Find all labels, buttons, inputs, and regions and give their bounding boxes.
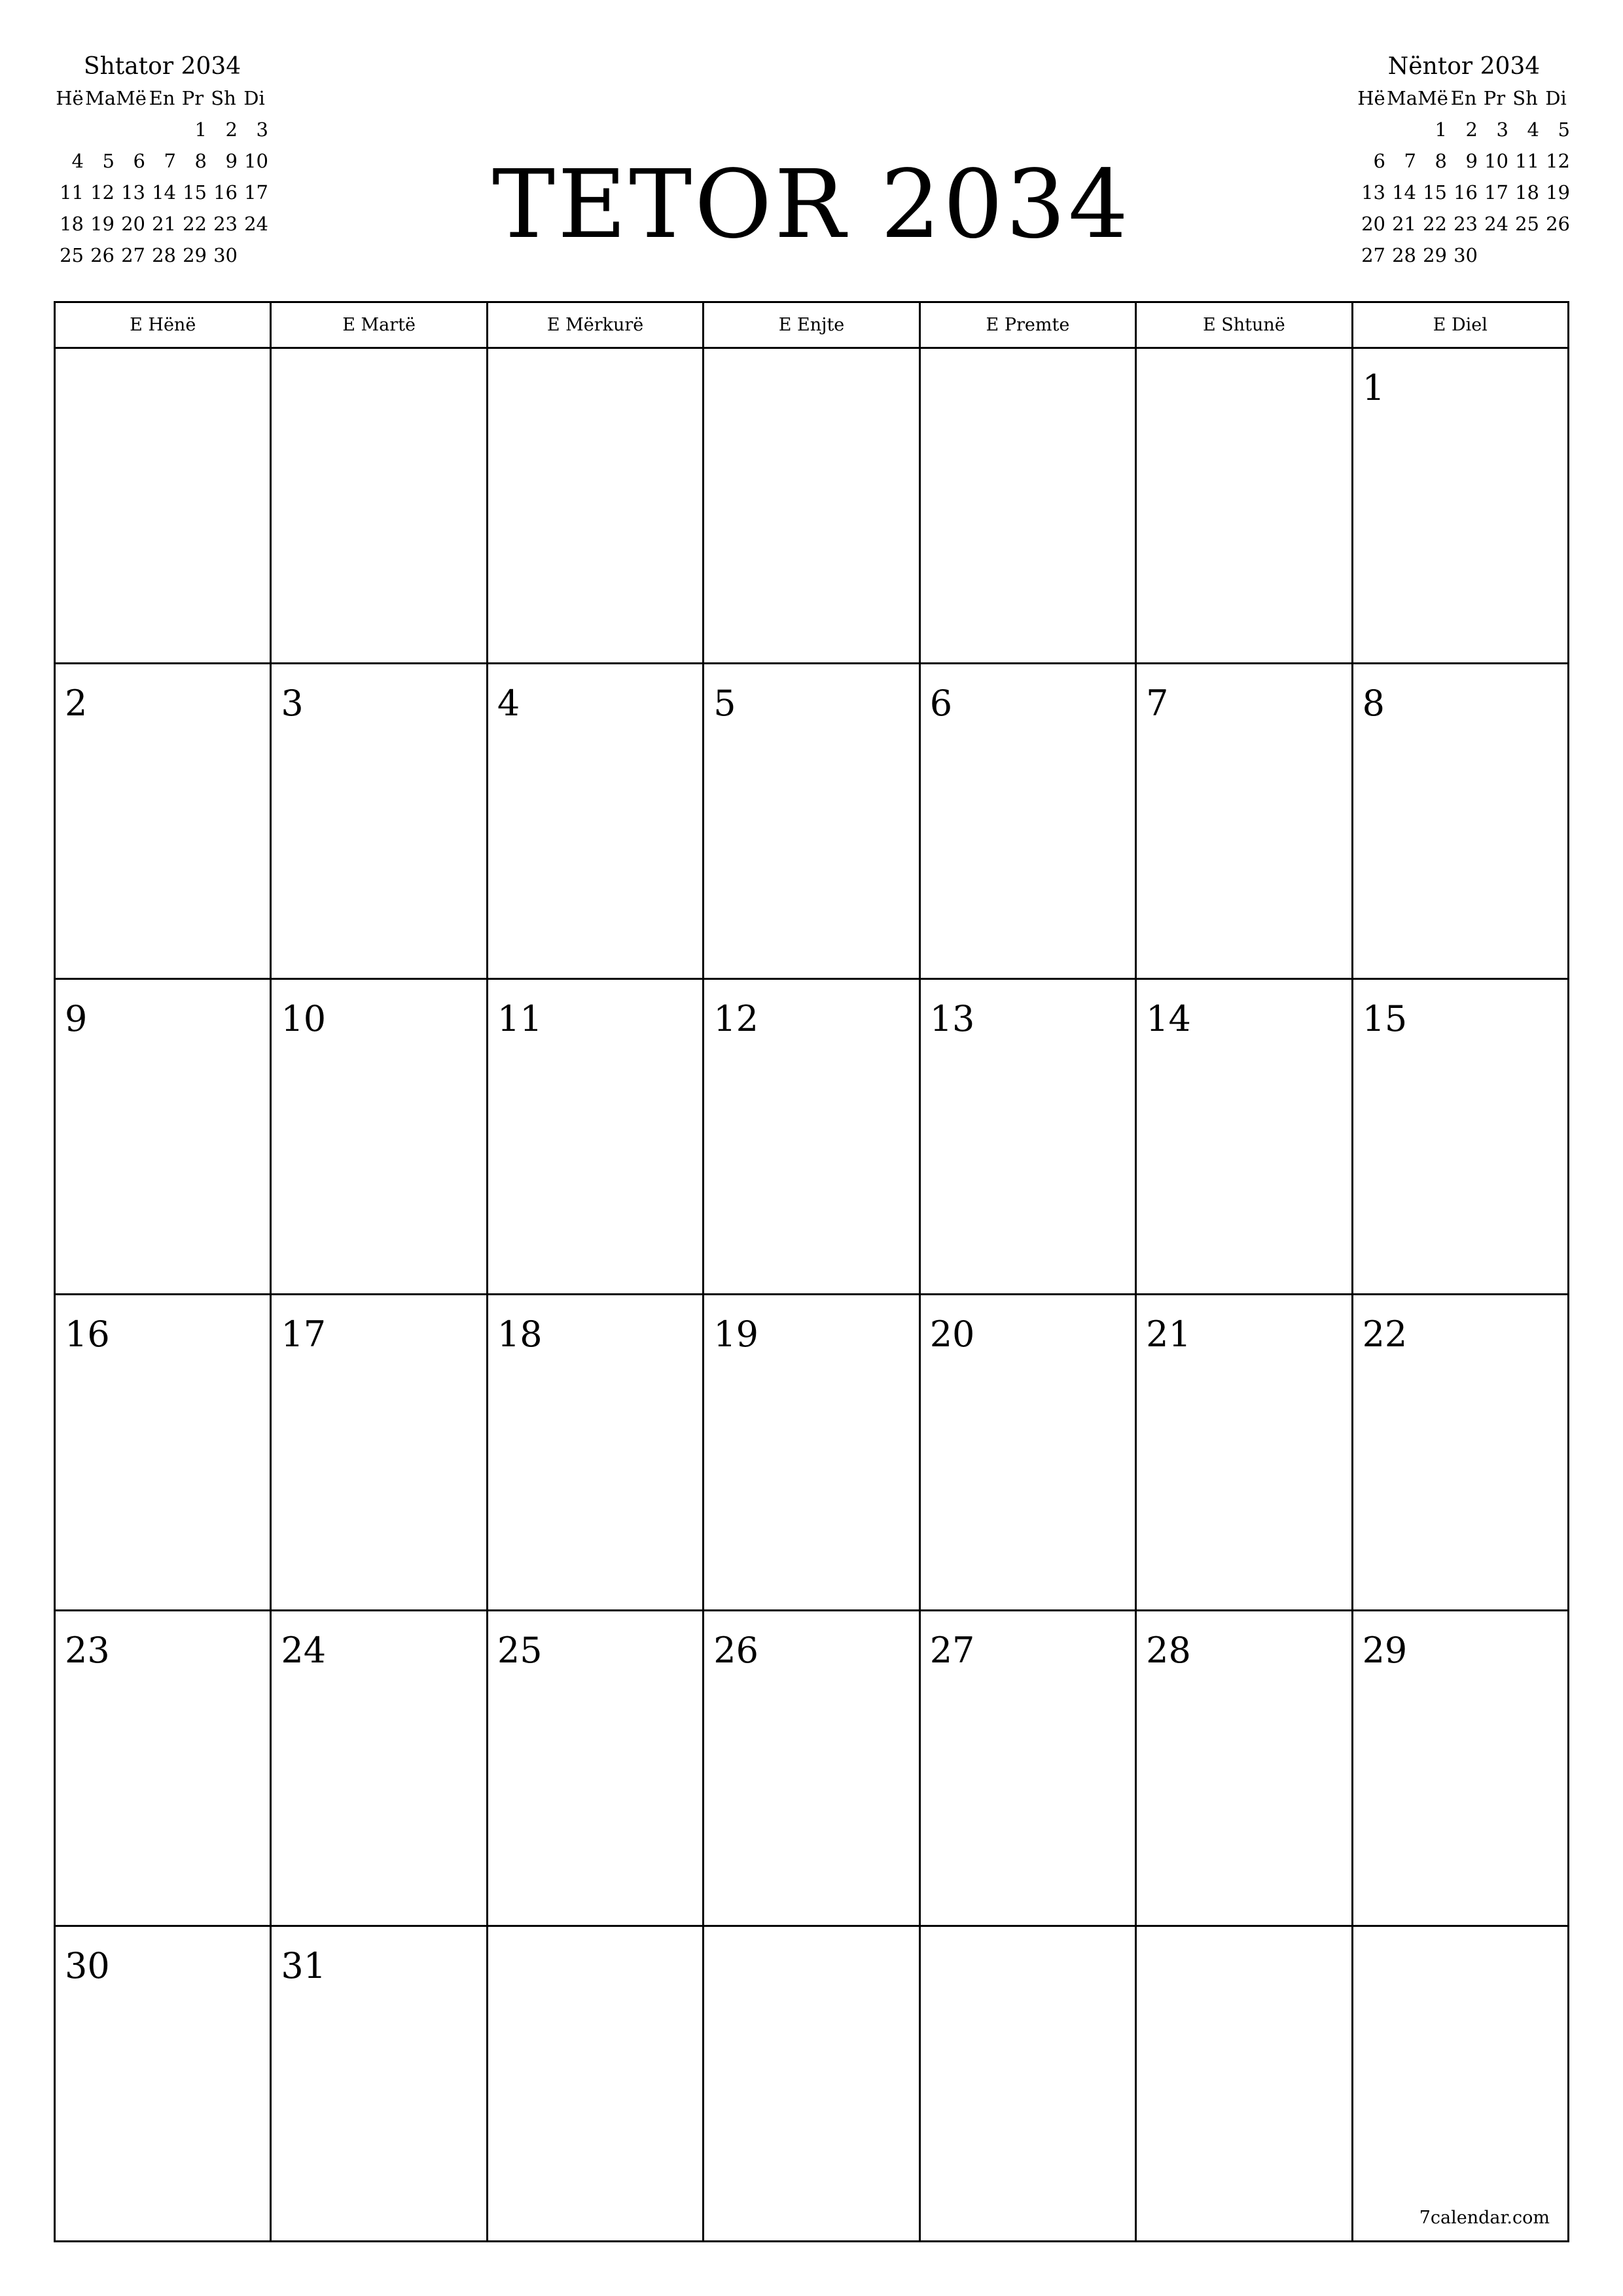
mini-day (147, 114, 177, 145)
mini-weekday: En (1450, 87, 1477, 109)
day-number: 3 (281, 683, 304, 725)
day-number: 28 (1146, 1629, 1191, 1671)
day-cell (272, 1927, 488, 2242)
mini-day: 3 (1496, 118, 1508, 141)
day-cell (1353, 1611, 1569, 1927)
day-number: 18 (497, 1314, 543, 1355)
day-cell (1353, 980, 1569, 1295)
mini-weekday: Hë (56, 87, 84, 109)
day-number: 9 (65, 998, 88, 1040)
day-cell (488, 980, 704, 1295)
mini-day: 1 (1435, 118, 1447, 141)
mini-day: 16 (1454, 181, 1478, 204)
day-number: 2 (65, 683, 88, 725)
mini-weekday: Pr (181, 87, 204, 109)
day-cell (704, 980, 920, 1295)
mini-day (85, 114, 116, 145)
day-number: 1 (1362, 367, 1385, 408)
day-number: 13 (929, 998, 975, 1040)
mini-day: 8 (194, 150, 207, 172)
day-number: 12 (713, 998, 758, 1040)
mini-weekday: Hë (1357, 87, 1385, 109)
day-number: 27 (929, 1629, 975, 1671)
mini-weekday: En (149, 87, 175, 109)
day-cell (56, 980, 272, 1295)
mini-day: 21 (1392, 213, 1416, 235)
mini-day: 7 (1404, 150, 1416, 172)
mini-day: 12 (90, 181, 115, 204)
mini-day: 24 (1484, 213, 1508, 235)
day-number: 5 (713, 683, 736, 725)
day-cell (488, 1927, 704, 2242)
day-number: 10 (281, 998, 327, 1040)
mini-day: 30 (213, 244, 238, 266)
mini-day: 9 (225, 150, 238, 172)
day-number: 4 (497, 683, 520, 725)
mini-day: 4 (1527, 118, 1539, 141)
mini-day: 10 (244, 150, 268, 172)
day-cell (488, 1295, 704, 1611)
mini-day: 22 (183, 213, 207, 235)
mini-day: 2 (225, 118, 238, 141)
mini-day: 2 (1465, 118, 1478, 141)
mini-day: 8 (1435, 150, 1447, 172)
day-number: 23 (65, 1629, 110, 1671)
mini-day: 29 (1423, 244, 1447, 266)
mini-day: 26 (90, 244, 115, 266)
weekday-header: E Enjte (704, 303, 920, 349)
day-cell (1137, 664, 1353, 980)
weekday-header: E Mërkurë (488, 303, 704, 349)
mini-day: 15 (1423, 181, 1447, 204)
day-number: 31 (281, 1945, 327, 1986)
mini-weekday: Ma (85, 87, 116, 109)
mini-weekday: Më (1418, 87, 1448, 109)
day-cell (272, 664, 488, 980)
day-number: 20 (929, 1314, 975, 1355)
mini-day: 28 (1392, 244, 1416, 266)
mini-day (1387, 114, 1418, 145)
mini-day: 12 (1546, 150, 1570, 172)
day-cell (1137, 1295, 1353, 1611)
mini-day (54, 114, 85, 145)
day-number: 16 (65, 1314, 110, 1355)
day-cell (272, 349, 488, 664)
day-number: 21 (1146, 1314, 1191, 1355)
day-number: 29 (1362, 1629, 1408, 1671)
footer-credit: 7calendar.com (1419, 2208, 1550, 2228)
mini-day: 23 (213, 213, 238, 235)
mini-day (1479, 240, 1510, 271)
mini-calendar-title: Shtator 2034 (83, 53, 241, 80)
mini-day: 27 (121, 244, 145, 266)
mini-day: 26 (1546, 213, 1570, 235)
day-cell (56, 1611, 272, 1927)
mini-day: 18 (1515, 181, 1539, 204)
mini-day: 3 (256, 118, 268, 141)
mini-day: 17 (1484, 181, 1508, 204)
mini-day (116, 114, 147, 145)
mini-calendar-next (1356, 51, 1572, 271)
mini-weekday: Më (116, 87, 147, 109)
day-cell (1137, 980, 1353, 1295)
day-cell (921, 1611, 1137, 1927)
day-cell (704, 1295, 920, 1611)
mini-day: 5 (1558, 118, 1570, 141)
day-cell (488, 1611, 704, 1927)
mini-day: 14 (1392, 181, 1416, 204)
mini-day: 10 (1484, 150, 1508, 172)
day-cell (1353, 664, 1569, 980)
mini-day: 11 (1515, 150, 1539, 172)
mini-day: 6 (133, 150, 145, 172)
day-number: 15 (1362, 998, 1408, 1040)
mini-day: 28 (152, 244, 176, 266)
mini-day: 17 (244, 181, 268, 204)
day-number: 24 (281, 1629, 327, 1671)
mini-day: 25 (60, 244, 84, 266)
day-cell (704, 1927, 920, 2242)
mini-day: 13 (1361, 181, 1385, 204)
mini-weekday: Sh (211, 87, 236, 109)
day-cell (1137, 349, 1353, 664)
mini-weekday: Di (1545, 87, 1567, 109)
day-number: 6 (929, 683, 953, 725)
day-cell (921, 664, 1137, 980)
mini-day: 1 (194, 118, 207, 141)
mini-day: 22 (1423, 213, 1447, 235)
month-grid (54, 301, 1569, 2242)
day-cell (56, 664, 272, 980)
mini-day: 24 (244, 213, 268, 235)
mini-day: 9 (1465, 150, 1478, 172)
mini-day: 20 (121, 213, 145, 235)
mini-day: 30 (1454, 244, 1478, 266)
mini-day: 19 (90, 213, 115, 235)
mini-day: 21 (152, 213, 176, 235)
mini-day: 19 (1546, 181, 1570, 204)
weekday-header: E Hënë (56, 303, 272, 349)
day-cell (1353, 1295, 1569, 1611)
day-cell (704, 1611, 920, 1927)
mini-day: 4 (71, 150, 84, 172)
mini-day: 6 (1373, 150, 1385, 172)
day-cell (272, 1295, 488, 1611)
day-number: 7 (1146, 683, 1169, 725)
mini-day: 20 (1361, 213, 1385, 235)
mini-weekday: Di (243, 87, 265, 109)
day-cell (921, 349, 1137, 664)
day-cell (56, 1295, 272, 1611)
mini-day: 11 (60, 181, 84, 204)
mini-weekday: Ma (1387, 87, 1418, 109)
mini-day (1356, 114, 1387, 145)
mini-day: 14 (152, 181, 176, 204)
mini-day: 25 (1515, 213, 1539, 235)
day-cell (921, 1295, 1137, 1611)
weekday-header: E Diel (1353, 303, 1569, 349)
mini-day: 15 (183, 181, 207, 204)
mini-day: 13 (121, 181, 145, 204)
day-cell (1137, 1611, 1353, 1927)
mini-day: 23 (1454, 213, 1478, 235)
day-number: 25 (497, 1629, 543, 1671)
day-number: 17 (281, 1314, 327, 1355)
mini-weekday: Pr (1483, 87, 1506, 109)
day-cell (921, 1927, 1137, 2242)
day-cell (272, 1611, 488, 1927)
mini-day: 5 (102, 150, 115, 172)
day-number: 19 (713, 1314, 758, 1355)
day-cell (704, 664, 920, 980)
mini-day (1541, 240, 1571, 271)
day-cell (272, 980, 488, 1295)
mini-day: 18 (60, 213, 84, 235)
day-number: 14 (1146, 998, 1191, 1040)
mini-weekday: Sh (1512, 87, 1538, 109)
day-number: 11 (497, 998, 543, 1040)
day-cell (704, 349, 920, 664)
page-title: TETOR 2034 (492, 149, 1131, 259)
mini-day (1510, 240, 1541, 271)
weekday-header: E Martë (272, 303, 488, 349)
day-cell (921, 980, 1137, 1295)
mini-calendar-grid (1356, 82, 1572, 271)
day-number: 22 (1362, 1314, 1408, 1355)
weekday-header: E Shtunë (1137, 303, 1353, 349)
day-number: 30 (65, 1945, 110, 1986)
day-number: 8 (1362, 683, 1385, 725)
day-cell (56, 1927, 272, 2242)
mini-day: 29 (183, 244, 207, 266)
day-cell (488, 349, 704, 664)
mini-day: 7 (164, 150, 176, 172)
day-cell (488, 664, 704, 980)
day-cell (1353, 349, 1569, 664)
mini-day: 27 (1361, 244, 1385, 266)
weekday-header: E Premte (921, 303, 1137, 349)
day-number: 26 (713, 1629, 758, 1671)
day-cell (1353, 1927, 1569, 2242)
mini-day: 16 (213, 181, 238, 204)
day-cell (1137, 1927, 1353, 2242)
mini-calendar-title: Nëntor 2034 (1387, 53, 1541, 80)
day-cell (56, 349, 272, 664)
